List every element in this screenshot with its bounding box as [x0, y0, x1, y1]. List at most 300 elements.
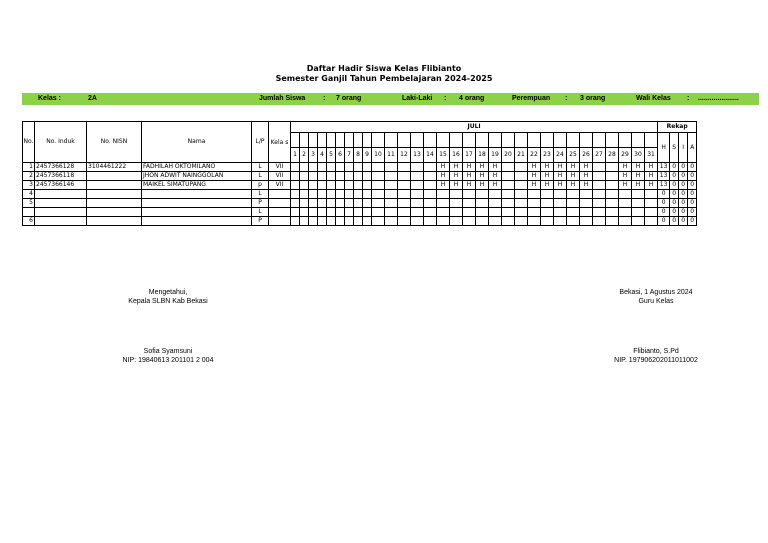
rekap-cell: 0	[688, 190, 697, 199]
attendance-cell: H	[619, 181, 632, 190]
day-header: 23	[541, 148, 554, 163]
attendance-cell	[385, 217, 398, 226]
attendance-cell	[411, 217, 424, 226]
rekap-cell: 0	[679, 208, 688, 217]
attendance-cell	[541, 190, 554, 199]
student-row	[23, 181, 697, 190]
day-blank-cell	[372, 133, 385, 148]
attendance-cell	[363, 163, 372, 172]
attendance-cell	[606, 163, 619, 172]
attendance-cell: H	[437, 163, 450, 172]
attendance-cell: H	[528, 181, 541, 190]
attendance-cell	[437, 199, 450, 208]
attendance-cell	[318, 199, 327, 208]
day-header: 6	[336, 148, 345, 163]
signature-left	[98, 288, 238, 365]
attendance-cell	[309, 217, 318, 226]
attendance-cell: H	[476, 172, 489, 181]
day-header: 24	[554, 148, 567, 163]
attendance-cell	[515, 163, 528, 172]
attendance-cell	[554, 190, 567, 199]
attendance-cell	[606, 208, 619, 217]
rekap-cell: 0	[679, 199, 688, 208]
perempuan-value: 3 orang	[580, 95, 606, 102]
row-kelas: VII	[269, 163, 291, 172]
attendance-cell: H	[567, 181, 580, 190]
attendance-cell	[398, 217, 411, 226]
attendance-cell	[632, 199, 645, 208]
attendance-cell	[309, 181, 318, 190]
day-header: 31	[645, 148, 658, 163]
attendance-cell	[580, 199, 593, 208]
row-nama	[142, 208, 252, 217]
attendance-cell	[372, 172, 385, 181]
attendance-cell	[398, 172, 411, 181]
rekap-cell: 0	[670, 208, 679, 217]
day-blank-cell	[354, 133, 363, 148]
attendance-cell	[502, 217, 515, 226]
col-header-nama: Nama	[142, 122, 252, 163]
attendance-cell	[424, 190, 437, 199]
attendance-cell	[450, 199, 463, 208]
row-lp: L	[252, 208, 269, 217]
attendance-cell: H	[541, 163, 554, 172]
rekap-cell: 0	[688, 208, 697, 217]
attendance-cell	[309, 190, 318, 199]
rekap-cell: 0	[658, 190, 670, 199]
wali-kelas-label: Wali Kelas	[636, 95, 671, 102]
attendance-cell	[291, 208, 300, 217]
attendance-cell	[580, 217, 593, 226]
right-signatory-nip: NIP. 197906202011011002	[614, 357, 698, 364]
attendance-cell: H	[619, 172, 632, 181]
attendance-cell	[476, 217, 489, 226]
attendance-cell	[593, 181, 606, 190]
rekap-cell: 0	[658, 208, 670, 217]
day-header: 28	[606, 148, 619, 163]
attendance-cell: H	[645, 181, 658, 190]
attendance-cell: H	[450, 172, 463, 181]
row-nama: MAIKEL SIMATUPANG	[142, 181, 252, 190]
attendance-cell	[502, 199, 515, 208]
attendance-cell	[528, 199, 541, 208]
day-header: 16	[450, 148, 463, 163]
attendance-cell	[345, 217, 354, 226]
attendance-cell: H	[541, 172, 554, 181]
day-header: 13	[411, 148, 424, 163]
day-header: 17	[463, 148, 476, 163]
kelas-value: 2A	[88, 95, 97, 102]
rekap-col-s: S	[670, 133, 679, 163]
attendance-cell	[327, 208, 336, 217]
day-blank-cell	[291, 133, 300, 148]
rekap-cell: 0	[670, 217, 679, 226]
attendance-cell	[463, 199, 476, 208]
student-row	[23, 199, 697, 208]
attendance-cell	[554, 199, 567, 208]
perempuan-label: Perempuan	[512, 95, 551, 102]
attendance-cell	[291, 181, 300, 190]
row-no-induk: 2457366118	[35, 172, 87, 181]
attendance-cell	[502, 163, 515, 172]
attendance-cell: H	[632, 163, 645, 172]
row-nama	[142, 217, 252, 226]
attendance-cell	[354, 172, 363, 181]
attendance-cell	[606, 217, 619, 226]
col-header-kelas: Kela s	[269, 122, 291, 163]
attendance-cell	[345, 163, 354, 172]
rekap-cell: 0	[679, 190, 688, 199]
attendance-cell	[515, 208, 528, 217]
row-kelas	[269, 208, 291, 217]
day-blank-cell	[318, 133, 327, 148]
attendance-cell	[336, 190, 345, 199]
attendance-cell	[541, 199, 554, 208]
attendance-cell: H	[476, 163, 489, 172]
day-blank-cell	[450, 133, 463, 148]
student-row	[23, 190, 697, 199]
day-blank-cell	[463, 133, 476, 148]
attendance-cell	[354, 217, 363, 226]
row-kelas: VII	[269, 181, 291, 190]
day-header: 15	[437, 148, 450, 163]
attendance-cell	[385, 172, 398, 181]
attendance-cell	[291, 172, 300, 181]
attendance-cell: H	[489, 172, 502, 181]
attendance-cell	[385, 190, 398, 199]
row-number	[23, 208, 35, 217]
laki-laki-label: Laki-Laki	[402, 95, 433, 102]
attendance-cell	[606, 199, 619, 208]
student-row	[23, 217, 697, 226]
attendance-cell: H	[476, 181, 489, 190]
attendance-cell	[619, 217, 632, 226]
attendance-cell	[541, 208, 554, 217]
attendance-cell: H	[528, 172, 541, 181]
rekap-col-a: A	[688, 133, 697, 163]
col-header-no: No.	[23, 122, 35, 163]
class-info-bar	[22, 93, 759, 105]
row-lp: L	[252, 163, 269, 172]
signature-right	[586, 288, 726, 365]
attendance-cell	[354, 199, 363, 208]
attendance-cell: H	[554, 172, 567, 181]
attendance-cell	[645, 208, 658, 217]
attendance-cell	[372, 199, 385, 208]
day-header: 26	[580, 148, 593, 163]
attendance-cell: H	[554, 163, 567, 172]
rekap-cell: 0	[688, 199, 697, 208]
rekap-cell: 0	[679, 181, 688, 190]
rekap-cell: 13	[658, 181, 670, 190]
left-signatory-name: Sofia Syamsuni	[143, 348, 193, 355]
attendance-cell	[327, 163, 336, 172]
attendance-cell	[567, 199, 580, 208]
attendance-cell	[437, 208, 450, 217]
attendance-cell	[309, 199, 318, 208]
attendance-cell	[502, 181, 515, 190]
rekap-cell: 0	[688, 217, 697, 226]
rekap-cell: 0	[688, 181, 697, 190]
attendance-cell	[593, 199, 606, 208]
attendance-cell: H	[554, 181, 567, 190]
attendance-cell	[619, 199, 632, 208]
wali-kelas-value: .....................	[698, 95, 739, 102]
day-header: 7	[345, 148, 354, 163]
row-kelas: VII	[269, 172, 291, 181]
attendance-cell	[300, 208, 309, 217]
student-row	[23, 172, 697, 181]
day-header: 14	[424, 148, 437, 163]
attendance-table	[22, 121, 697, 226]
perempuan-sep: :	[565, 95, 568, 102]
left-signatory-nip: NIP: 19840613 201101 2 004	[122, 357, 214, 364]
day-blank-cell	[411, 133, 424, 148]
attendance-cell	[300, 163, 309, 172]
attendance-cell: H	[463, 181, 476, 190]
jumlah-siswa-value: 7 orang	[336, 95, 362, 102]
attendance-cell	[309, 208, 318, 217]
day-blank-cell	[541, 133, 554, 148]
day-blank-cell	[619, 133, 632, 148]
attendance-cell	[645, 190, 658, 199]
attendance-cell	[606, 172, 619, 181]
attendance-cell	[593, 208, 606, 217]
right-line1: Bekasi, 1 Agustus 2024	[619, 289, 693, 296]
attendance-cell: H	[580, 163, 593, 172]
day-header: 2	[300, 148, 309, 163]
attendance-cell: H	[645, 172, 658, 181]
attendance-cell	[327, 199, 336, 208]
attendance-cell: H	[437, 181, 450, 190]
attendance-cell	[515, 172, 528, 181]
attendance-cell: H	[567, 163, 580, 172]
attendance-cell	[424, 181, 437, 190]
day-blank-cell	[345, 133, 354, 148]
row-number: 1	[23, 163, 35, 172]
student-row	[23, 163, 697, 172]
attendance-cell	[327, 181, 336, 190]
attendance-cell	[489, 217, 502, 226]
attendance-cell	[309, 163, 318, 172]
row-nama: FADHILAH OKTOMILANO	[142, 163, 252, 172]
jumlah-siswa-sep: :	[323, 95, 326, 102]
attendance-cell	[489, 190, 502, 199]
attendance-cell	[300, 172, 309, 181]
right-line2: Guru Kelas	[638, 298, 674, 305]
attendance-cell	[300, 190, 309, 199]
row-nama	[142, 199, 252, 208]
attendance-cell	[336, 208, 345, 217]
day-header: 27	[593, 148, 606, 163]
day-header: 4	[318, 148, 327, 163]
day-blank-cell	[632, 133, 645, 148]
rekap-cell: 13	[658, 172, 670, 181]
attendance-cell	[336, 181, 345, 190]
day-header: 18	[476, 148, 489, 163]
attendance-cell	[424, 172, 437, 181]
attendance-cell	[372, 217, 385, 226]
attendance-cell	[606, 181, 619, 190]
attendance-cell: H	[489, 181, 502, 190]
day-blank-cell	[645, 133, 658, 148]
row-no-induk: 2457366146	[35, 181, 87, 190]
attendance-cell	[554, 217, 567, 226]
attendance-cell	[300, 199, 309, 208]
rekap-header: Rekap	[658, 122, 697, 133]
day-header: 3	[309, 148, 318, 163]
day-header: 25	[567, 148, 580, 163]
rekap-cell: 0	[679, 163, 688, 172]
row-kelas	[269, 199, 291, 208]
day-blank-cell	[327, 133, 336, 148]
day-header: 8	[354, 148, 363, 163]
day-header: 5	[327, 148, 336, 163]
rekap-cell: 0	[658, 199, 670, 208]
attendance-cell	[336, 217, 345, 226]
attendance-cell	[515, 190, 528, 199]
attendance-cell	[363, 172, 372, 181]
attendance-cell	[515, 199, 528, 208]
attendance-cell	[354, 163, 363, 172]
left-line2: Kepala SLBN Kab Bekasi	[128, 298, 208, 305]
attendance-cell	[398, 190, 411, 199]
day-header: 19	[489, 148, 502, 163]
attendance-cell	[345, 208, 354, 217]
row-no-induk: 2457366128	[35, 163, 87, 172]
attendance-cell	[437, 217, 450, 226]
attendance-cell: H	[463, 163, 476, 172]
attendance-cell: H	[450, 163, 463, 172]
day-header: 9	[363, 148, 372, 163]
attendance-cell	[291, 217, 300, 226]
attendance-cell	[318, 190, 327, 199]
day-header: 10	[372, 148, 385, 163]
laki-laki-value: 4 orang	[459, 95, 485, 102]
rekap-cell: 0	[670, 190, 679, 199]
day-blank-cell	[424, 133, 437, 148]
attendance-cell	[327, 190, 336, 199]
attendance-cell	[424, 208, 437, 217]
row-no-nisn	[87, 199, 142, 208]
rekap-cell: 0	[688, 172, 697, 181]
attendance-cell	[476, 208, 489, 217]
attendance-cell: H	[489, 163, 502, 172]
attendance-cell	[309, 172, 318, 181]
row-number: 5	[23, 199, 35, 208]
attendance-cell	[580, 208, 593, 217]
month-header: JULI	[291, 122, 658, 133]
attendance-cell	[345, 172, 354, 181]
attendance-cell: H	[463, 172, 476, 181]
student-row	[23, 208, 697, 217]
attendance-cell	[411, 163, 424, 172]
row-lp: P	[252, 217, 269, 226]
attendance-cell	[363, 190, 372, 199]
attendance-cell	[363, 199, 372, 208]
attendance-cell: H	[580, 172, 593, 181]
attendance-cell	[606, 190, 619, 199]
jumlah-siswa-label: Jumlah Siswa	[259, 95, 306, 102]
row-nama	[142, 190, 252, 199]
day-blank-cell	[476, 133, 489, 148]
rekap-col-i: I	[679, 133, 688, 163]
attendance-cell	[567, 217, 580, 226]
day-header: 1	[291, 148, 300, 163]
rekap-cell: 0	[670, 172, 679, 181]
attendance-cell	[318, 181, 327, 190]
attendance-cell	[398, 199, 411, 208]
document-subtitle: Semester Ganjil Tahun Pembelajaran 2024-2025	[275, 74, 493, 83]
attendance-cell	[363, 217, 372, 226]
day-header: 12	[398, 148, 411, 163]
day-blank-cell	[336, 133, 345, 148]
attendance-cell	[593, 163, 606, 172]
day-blank-cell	[300, 133, 309, 148]
row-no-nisn	[87, 190, 142, 199]
row-no-induk	[35, 190, 87, 199]
attendance-cell	[463, 208, 476, 217]
attendance-cell	[385, 163, 398, 172]
attendance-cell	[385, 208, 398, 217]
attendance-cell	[619, 208, 632, 217]
laki-laki-sep: :	[444, 95, 447, 102]
attendance-cell	[424, 163, 437, 172]
attendance-cell	[345, 181, 354, 190]
attendance-cell: H	[580, 181, 593, 190]
row-no-induk	[35, 208, 87, 217]
day-header: 22	[528, 148, 541, 163]
attendance-cell	[424, 217, 437, 226]
attendance-cell	[528, 217, 541, 226]
attendance-cell	[554, 208, 567, 217]
row-no-nisn	[87, 208, 142, 217]
day-header: 29	[619, 148, 632, 163]
attendance-cell: H	[541, 181, 554, 190]
attendance-cell	[567, 208, 580, 217]
row-lp: P	[252, 199, 269, 208]
attendance-cell: H	[645, 163, 658, 172]
attendance-cell	[327, 172, 336, 181]
day-blank-cell	[385, 133, 398, 148]
attendance-cell	[411, 208, 424, 217]
col-header-lp: L/P	[252, 122, 269, 163]
attendance-cell	[476, 199, 489, 208]
day-blank-cell	[567, 133, 580, 148]
attendance-cell	[336, 172, 345, 181]
day-blank-cell	[580, 133, 593, 148]
day-blank-cell	[502, 133, 515, 148]
rekap-cell: 0	[670, 199, 679, 208]
rekap-col-h: H	[658, 133, 670, 163]
rekap-cell: 0	[670, 181, 679, 190]
attendance-cell	[345, 190, 354, 199]
row-no-induk	[35, 217, 87, 226]
rekap-cell: 0	[679, 217, 688, 226]
rekap-cell: 0	[679, 172, 688, 181]
attendance-cell	[291, 199, 300, 208]
col-header-no-nisn: No. NISN	[87, 122, 142, 163]
attendance-cell	[502, 208, 515, 217]
attendance-cell	[354, 181, 363, 190]
day-blank-cell	[437, 133, 450, 148]
row-number: 3	[23, 181, 35, 190]
attendance-cell: H	[632, 172, 645, 181]
attendance-cell	[593, 217, 606, 226]
attendance-cell	[541, 217, 554, 226]
attendance-cell	[476, 190, 489, 199]
rekap-cell: 0	[688, 163, 697, 172]
